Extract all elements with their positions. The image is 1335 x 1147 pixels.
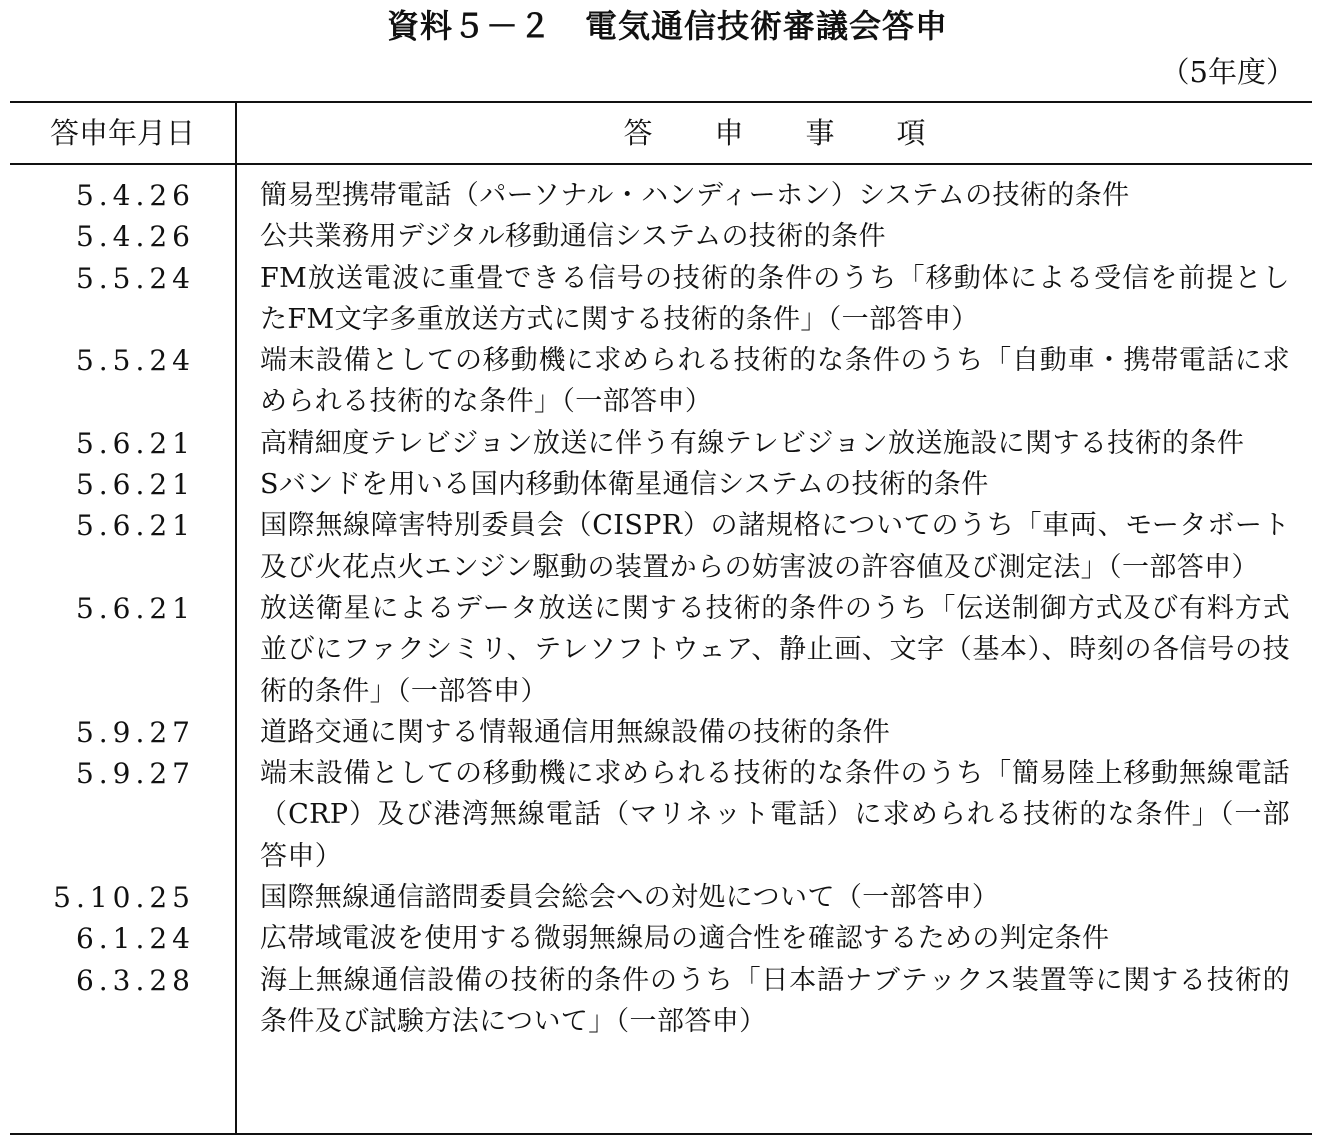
row-text: FM放送電波に重畳できる信号の技術的条件のうち「移動体による受信を前提としたFM文字多重放送方式に関する技術的条件」（一部答申）	[260, 262, 1290, 335]
row-date: 5.4.26	[75, 220, 195, 254]
row-text: 広帯域電波を使用する微弱無線局の適合性を確認するための判定条件	[260, 923, 1110, 955]
table-row	[10, 464, 1312, 505]
table-row	[10, 258, 1312, 341]
row-date: 6.3.28	[75, 963, 195, 997]
row-text: 国際無線通信諮問委員会総会への対処について（一部答申）	[260, 882, 1000, 914]
row-text: 簡易型携帯電話（パーソナル・ハンディーホン）システムの技術的条件	[260, 180, 1130, 211]
table-row	[10, 877, 1312, 918]
table-row	[10, 918, 1312, 959]
document-title: 資料５－２ 電気通信技術審議会答申	[386, 7, 948, 45]
row-text: 放送衛星によるデータ放送に関する技術的条件のうち「伝送制御方式及び有料方式並びにファクシミリ、テレソフトウェア、静止画、文字（基本）、時刻の各信号の技術的条件」（一部答申）	[260, 592, 1290, 707]
row-date: 5.5.24	[75, 261, 195, 295]
table-row	[10, 753, 1312, 877]
row-date: 5.6.21	[75, 468, 195, 502]
row-date: 5.10.25	[53, 881, 195, 915]
table-body	[10, 175, 1312, 1042]
row-date: 5.4.26	[75, 179, 195, 212]
row-text: 公共業務用デジタル移動通信システムの技術的条件	[260, 221, 886, 253]
row-text: 端末設備としての移動機に求められる技術的な条件のうち「自動車・携帯電話に求められる技術的な条件」（一部答申）	[260, 345, 1290, 418]
table-row	[10, 216, 1312, 257]
table-row	[10, 175, 1312, 216]
table-row	[10, 423, 1312, 464]
row-text: 高精細度テレビジョン放送に伴う有線テレビジョン放送施設に関する技術的条件	[260, 427, 1245, 459]
header-date: 答申年月日	[49, 116, 195, 150]
row-date: 5.9.27	[75, 757, 195, 791]
table-row	[10, 712, 1312, 753]
row-text: 国際無線障害特別委員会（CISPR）の諸規格についてのうち「車両、モータボート及び火花点火エンジン駆動の装置からの妨害波の許容値及び測定法」（一部答申）	[260, 510, 1290, 583]
row-text: 海上無線通信設備の技術的条件のうち「日本語ナブテックス装置等に関する技術的条件及び試験方法について」（一部答申）	[260, 964, 1290, 1037]
row-date: 5.6.21	[75, 591, 195, 625]
table-header	[10, 103, 1312, 165]
table-row	[10, 588, 1312, 712]
row-text: 端末設備としての移動機に求められる技術的な条件のうち「簡易陸上移動無線電話（CRP）及び港湾無線電話（マリネット電話）に求められる技術的な条件」（一部答申）	[260, 758, 1290, 872]
row-date: 5.9.27	[75, 715, 195, 749]
row-text: Sバンドを用いる国内移動体衛星通信システムの技術的条件	[260, 469, 989, 501]
row-date: 5.5.24	[75, 344, 195, 378]
header-items: 答申事項	[623, 116, 988, 150]
row-date: 5.6.21	[75, 509, 195, 543]
row-date: 6.1.24	[75, 922, 195, 956]
fiscal-year-label: （5年度）	[1160, 55, 1295, 89]
report-table	[10, 101, 1312, 1135]
table-row	[10, 960, 1312, 1043]
table-row	[10, 505, 1312, 588]
row-date: 5.6.21	[75, 426, 195, 460]
row-text: 道路交通に関する情報通信用無線設備の技術的条件	[260, 716, 891, 748]
table-row	[10, 340, 1312, 423]
